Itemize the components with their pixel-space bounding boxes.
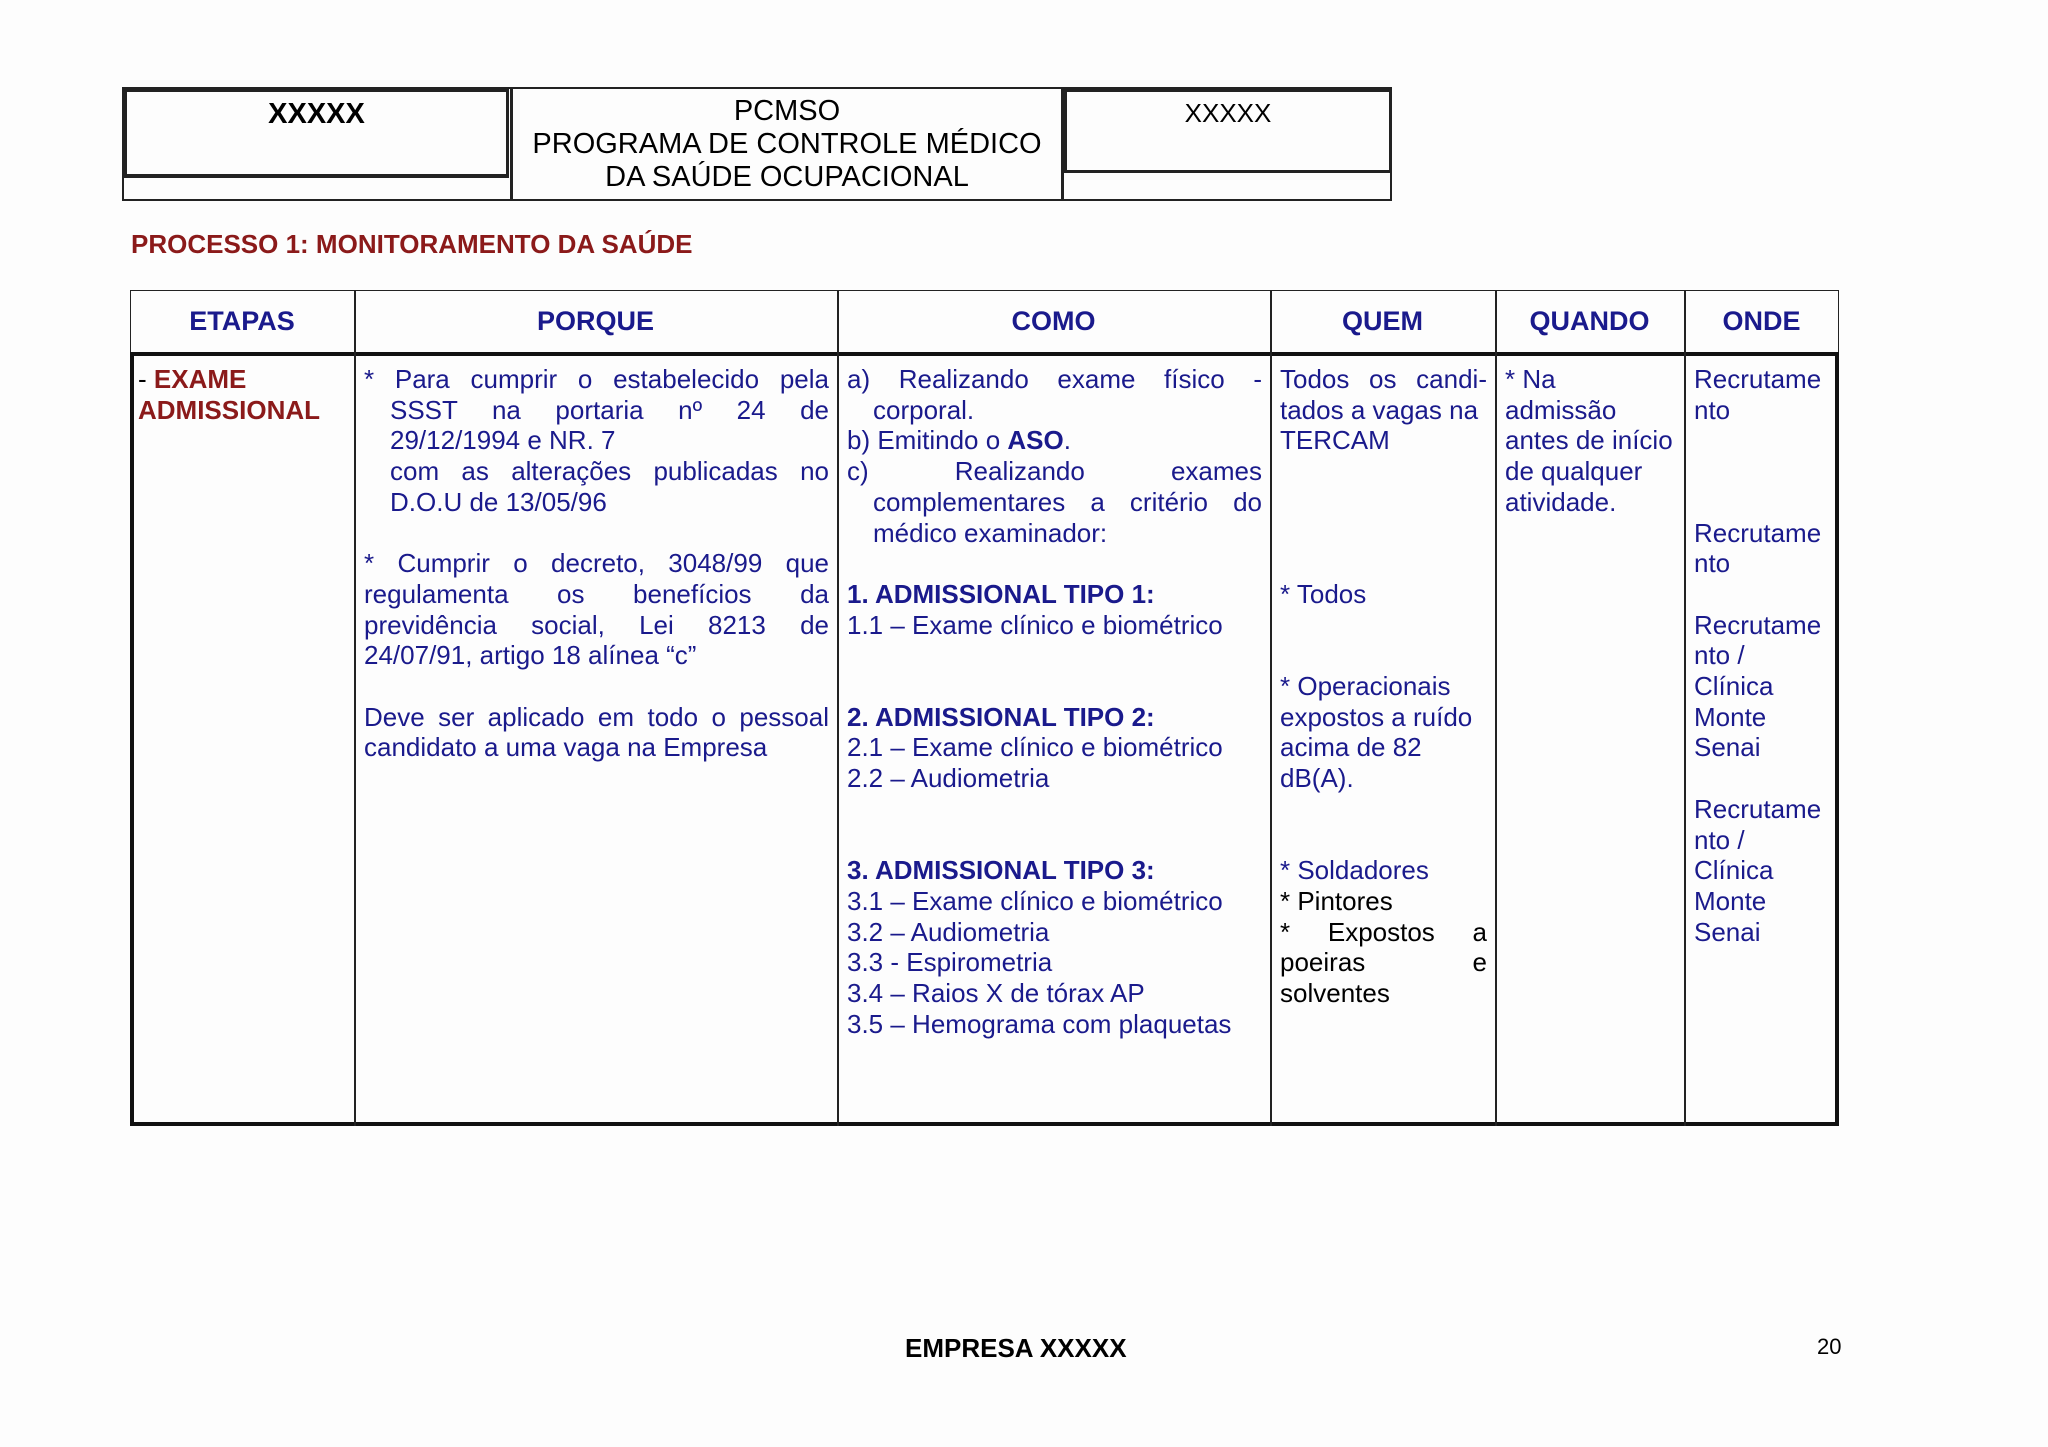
header-etapas: ETAPAS [189, 306, 295, 336]
header-title-line1: PCMSO [733, 95, 841, 127]
quem-line: * Soldadores [1280, 855, 1429, 886]
porque-line: * Para cumprir o estabelecido pela [364, 364, 829, 394]
footer-company: EMPRESA XXXXX [905, 1333, 1127, 1363]
header-left-cell [124, 89, 512, 203]
quem-line: solventes [1280, 978, 1390, 1009]
como-line: 3.5 – Hemograma com plaquetas [847, 1008, 1232, 1039]
header-quando: QUANDO [1529, 306, 1650, 336]
como-line: a) Realizando exame físico - [847, 364, 1262, 394]
onde-line: Senai [1694, 916, 1761, 947]
process-table [130, 290, 1839, 1126]
porque-line: 29/12/1994 e NR. 7 [390, 425, 616, 456]
como-line: médico examinador: [873, 517, 1108, 548]
quem-line: dB(A). [1280, 763, 1354, 794]
quem-line: expostos a ruído [1280, 701, 1473, 732]
onde-line: nto [1694, 394, 1731, 425]
como-line: 2.2 – Audiometria [847, 763, 1050, 794]
como-line: corporal. [873, 394, 975, 425]
etapa-label-line1: EXAME [153, 364, 247, 394]
header-title-cell [510, 89, 1064, 201]
porque-line: Deve ser aplicado em todo o pessoal [364, 701, 829, 732]
header-right-code: XXXXX [1064, 89, 1392, 173]
porque-line: D.O.U de 13/05/96 [390, 486, 607, 517]
onde-line: Monte [1694, 885, 1767, 916]
onde-line: nto / [1694, 824, 1745, 855]
quem-line: * Operacionais [1280, 671, 1451, 701]
etapas-cell [130, 352, 354, 425]
onde-line: nto / [1694, 640, 1745, 671]
header-left-code: XXXXX [124, 89, 509, 177]
process-title: PROCESSO 1: MONITORAMENTO DA SAÚDE [131, 229, 693, 259]
etapa-label-line2: ADMISSIONAL [138, 394, 320, 425]
como-line: c) Realizando exames [847, 456, 1262, 487]
quando-line: * Na [1505, 364, 1556, 394]
como-tipo2-title: 2. ADMISSIONAL TIPO 2: [847, 701, 1155, 732]
quando-line: admissão [1505, 394, 1617, 425]
porque-line: 24/07/91, artigo 18 alínea “c” [364, 640, 697, 671]
porque-line: SSST na portaria nº 24 de [390, 394, 829, 425]
porque-line: previdência social, Lei 8213 de [364, 609, 829, 640]
onde-line: Senai [1694, 732, 1761, 763]
quem-line: poeiras e [1280, 947, 1487, 978]
quem-line: acima de 82 [1280, 732, 1422, 763]
como-line: 1.1 – Exame clínico e biométrico [847, 609, 1223, 640]
como-tipo3-title: 3. ADMISSIONAL TIPO 3: [847, 855, 1155, 886]
onde-line: nto [1694, 548, 1731, 579]
page-number: 20 [1817, 1334, 1842, 1359]
quem-line: TERCAM [1280, 425, 1390, 456]
como-line: complementares a critério do [873, 486, 1262, 517]
header-title-line2: PROGRAMA DE CONTROLE MÉDICO [532, 128, 1042, 160]
como-cell [839, 352, 1270, 1039]
como-line-b: b) Emitindo o ASO. [847, 425, 1071, 456]
quando-line: atividade. [1505, 486, 1617, 517]
quem-line: Todos os candi- [1280, 364, 1487, 394]
como-line: 3.2 – Audiometria [847, 916, 1050, 947]
onde-line: Clínica [1694, 855, 1774, 886]
quem-line: * Expostos a [1280, 916, 1487, 947]
quem-line: * Pintores [1280, 885, 1393, 916]
header-onde: ONDE [1722, 306, 1801, 336]
header-porque: PORQUE [536, 306, 655, 336]
como-line: 3.4 – Raios X de tórax AP [847, 978, 1145, 1009]
header-left-strip [124, 177, 509, 201]
onde-line: Monte [1694, 701, 1767, 732]
porque-line: regulamenta os benefícios da [364, 578, 829, 609]
porque-line: candidato a uma vaga na Empresa [364, 732, 768, 763]
header-como: COMO [1011, 306, 1096, 336]
onde-line: Clínica [1694, 671, 1774, 701]
como-line: 3.3 - Espirometria [847, 947, 1053, 978]
como-line: 3.1 – Exame clínico e biométrico [847, 885, 1223, 916]
document-header [122, 87, 1392, 201]
como-tipo1-title: 1. ADMISSIONAL TIPO 1: [847, 578, 1155, 609]
header-right-cell [1064, 89, 1392, 201]
porque-line: com as alterações publicadas no [390, 456, 829, 487]
quando-line: antes de início [1505, 425, 1673, 456]
onde-line: Recrutame [1694, 364, 1822, 394]
onde-line: Recrutame [1694, 517, 1822, 548]
porque-line: * Cumprir o decreto, 3048/99 que [364, 548, 829, 579]
onde-cell [1686, 352, 1839, 947]
quem-tipo1: * Todos [1280, 578, 1367, 609]
porque-cell [356, 352, 837, 763]
quem-line: tados a vagas na [1280, 394, 1479, 425]
etapa-dash: - [138, 364, 154, 394]
quem-cell [1272, 352, 1495, 1009]
onde-line: Recrutame [1694, 793, 1822, 824]
onde-line: Recrutame [1694, 609, 1822, 640]
header-title-line3: DA SAÚDE OCUPACIONAL [605, 161, 969, 193]
quando-line: de qualquer [1505, 456, 1643, 487]
como-line: 2.1 – Exame clínico e biométrico [847, 732, 1223, 763]
quando-cell [1497, 352, 1684, 518]
header-quem: QUEM [1342, 306, 1423, 336]
